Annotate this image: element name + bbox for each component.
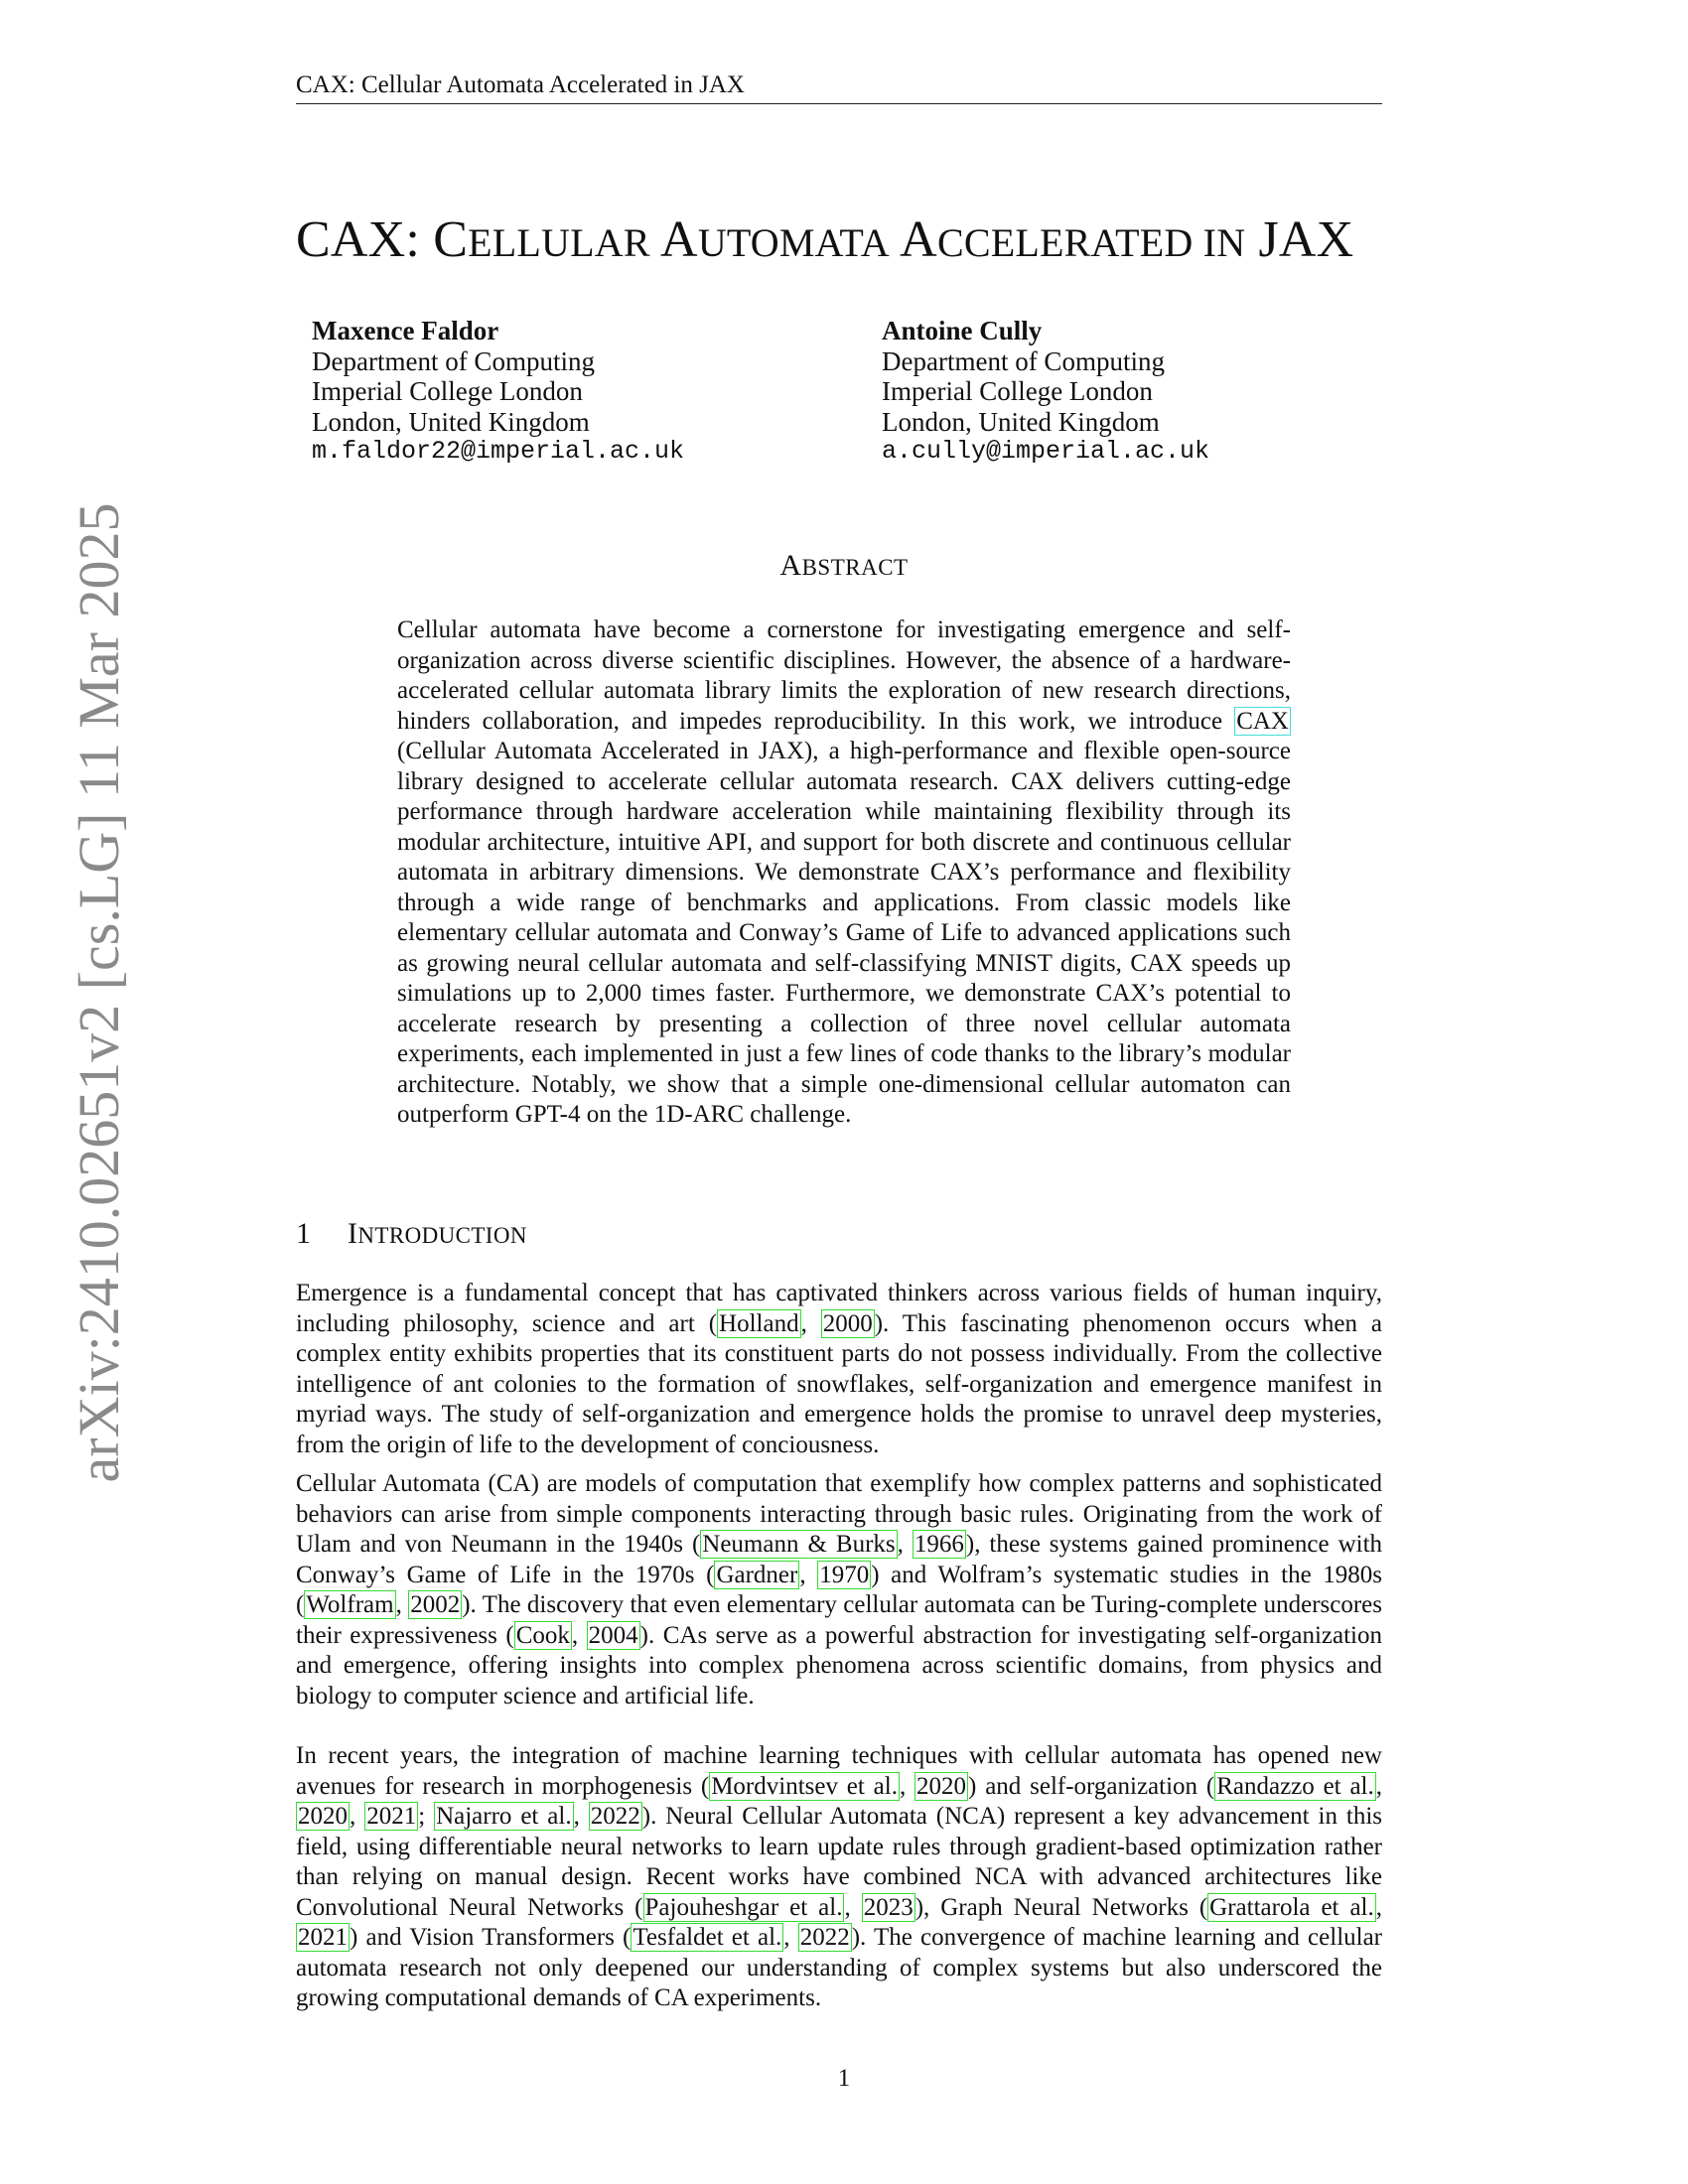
citation-link[interactable]: Grattarola et al. bbox=[1209, 1893, 1374, 1921]
citation-link[interactable]: 2021 bbox=[298, 1924, 348, 1951]
author-block-1 bbox=[312, 316, 684, 468]
author-location: London, United Kingdom bbox=[882, 406, 1160, 437]
citation-link[interactable]: 2020 bbox=[916, 1772, 967, 1800]
author-name: Antoine Cully bbox=[882, 316, 1043, 345]
author-institution: Imperial College London bbox=[882, 376, 1153, 406]
author-department: Department of Computing bbox=[882, 345, 1165, 376]
author-institution: Imperial College London bbox=[312, 376, 583, 406]
page-number: 1 bbox=[837, 2065, 851, 2092]
citation-link[interactable]: 1966 bbox=[914, 1531, 964, 1558]
author-name: Maxence Faldor bbox=[312, 316, 499, 345]
intro-paragraph-3: In recent years, the integration of machine learning techniques with cellular automata has opened new avenues for research in morphogenesis (Mordvintsev et al., 2020) and self-organization (Randazzo et al., 2020, 2021; Najarro et al., 2022). Neural Cellular Automata (NCA) represent a key advancement in this field, using differentiable neural networks to learn update rules through gradient-based optimization rather than relying on manual design. Recent works have combined NCA with advanced architectures like Convolutional Neural Networks (Pajouheshgar et al., 2023), Graph Neural Networks (Grattarola et al., 2021) and Vision Transformers (Tesfaldet et al., 2022). The convergence of machine learning and cellular automata research not only deepened our understanding of complex systems but also underscored the growing computational demands of CA experiments. bbox=[296, 1742, 1383, 2011]
citation-link[interactable]: 2022 bbox=[799, 1924, 850, 1951]
citation-link[interactable]: Holland bbox=[719, 1309, 799, 1337]
author-department: Department of Computing bbox=[312, 345, 595, 376]
citation-link[interactable]: Randazzo et al. bbox=[1216, 1772, 1374, 1800]
intro-paragraph-2: Cellular Automata (CA) are models of computation that exemplify how complex patterns and sophisticated behaviors can arise from simple components interacting through basic rules. Originating from the work of Ulam and von Neumann in the 1940s (Neumann & Burks, 1966), these systems gained prominence with Conway’s Game of Life in the 1970s (Gardner, 1970) and Wolfram’s systematic studies in the 1980s (Wolfram, 2002). The discovery that even elementary cellular automata can be Turing-complete underscores their expressiveness (Cook, 2004). CAs serve as a powerful abstraction for investigating self-organization and emergence, offering insights into complex phenomena across scientific domains, from physics and biology to computer science and artificial life. bbox=[296, 1470, 1383, 1709]
citation-link[interactable]: Najarro et al. bbox=[436, 1803, 572, 1830]
citation-link[interactable]: 2020 bbox=[298, 1803, 348, 1830]
citation-link[interactable]: Gardner bbox=[716, 1561, 798, 1588]
cax-link[interactable]: CAX bbox=[1236, 707, 1289, 735]
author-block-2 bbox=[882, 316, 1209, 468]
citation-link[interactable]: Wolfram bbox=[306, 1591, 394, 1618]
citation-link[interactable]: 2004 bbox=[588, 1621, 638, 1649]
citation-link[interactable]: 2022 bbox=[590, 1803, 640, 1830]
citation-link[interactable]: Neumann & Burks bbox=[702, 1531, 896, 1558]
citation-link[interactable]: 2021 bbox=[366, 1803, 417, 1830]
author-email[interactable]: a.cully@imperial.ac.uk bbox=[882, 437, 1210, 466]
citation-link[interactable]: Pajouheshgar et al. bbox=[644, 1893, 843, 1921]
citation-link[interactable]: 1970 bbox=[819, 1561, 870, 1588]
author-location: London, United Kingdom bbox=[312, 406, 590, 437]
citation-link[interactable]: Tesfaldet et al. bbox=[633, 1924, 782, 1951]
arxiv-identifier-stamp[interactable]: arXiv:2410.02651v2 [cs.LG] 11 Mar 2025 bbox=[67, 502, 131, 1483]
citation-link[interactable]: 2002 bbox=[410, 1591, 461, 1618]
section-number: 1 bbox=[296, 1217, 312, 1250]
author-email[interactable]: m.faldor22@imperial.ac.uk bbox=[312, 437, 685, 466]
intro-paragraph-1: Emergence is a fundamental concept that has captivated thinkers across various fields of human inquiry, including philosophy, science and art (Holland, 2000). This fascinating phenomenon occurs when a complex entity exhibits properties that its constituent parts do not possess individually. From the collective intelligence of ant colonies to the formation of snowflakes, self-organization and emergence manifest in myriad ways. The study of self-organization and emergence holds the promise to unravel deep mysteries, from the origin of life to the development of conciousness. bbox=[296, 1280, 1383, 1458]
section-heading-introduction: 1 INTRODUCTION bbox=[296, 1217, 527, 1250]
abstract-heading: ABSTRACT bbox=[779, 549, 909, 582]
citation-link[interactable]: Mordvintsev et al. bbox=[711, 1772, 898, 1800]
citation-link[interactable]: 2000 bbox=[822, 1309, 873, 1337]
abstract-body: Cellular automata have become a cornerstone for investigating emergence and self-organization across diverse scientific disciplines. However, the absence of a hardware-accelerated cellular automata library limits the exploration of new research directions, hinders collaboration, and impedes reproducibility. In this work, we introduce CAX (Cellular Automata Accelerated in JAX), a high-performance and flexible open-source library designed to accelerate cellular automata research. CAX delivers cutting-edge performance through hardware acceleration while maintaining flexibility through its modular architecture, intuitive API, and support for both discrete and continuous cellular automata in arbitrary dimensions. We demonstrate CAX’s performance and flexibility through a wide range of benchmarks and applications. From classic models like elementary cellular automata and Conway’s Game of Life to advanced applications such as growing neural cellular automata and self-classifying MNIST digits, CAX speeds up simulations up to 2,000 times faster. Furthermore, we demonstrate CAX’s potential to accelerate research by presenting a collection of three novel cellular automata experiments, each implemented in just a few lines of code thanks to the library’s modular architecture. Notably, we show that a simple one-dimensional cellular automaton can outperform GPT-4 on the 1D-ARC challenge. bbox=[397, 616, 1291, 1128]
paper-title: CAX: CELLULAR AUTOMATA ACCELERATED IN JAX bbox=[296, 211, 1354, 268]
running-head: CAX: Cellular Automata Accelerated in JAX bbox=[296, 71, 1382, 104]
citation-link[interactable]: 2023 bbox=[863, 1893, 914, 1921]
citation-link[interactable]: Cook bbox=[515, 1621, 570, 1649]
